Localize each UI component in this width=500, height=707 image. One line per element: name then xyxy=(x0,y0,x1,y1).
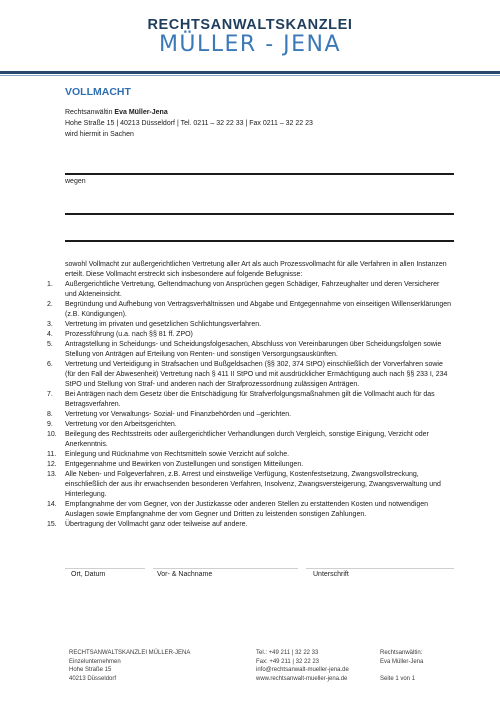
matter-fill-line-2[interactable] xyxy=(65,240,454,242)
footer-city: 40213 Düsseldorf xyxy=(69,675,117,682)
footer-company-name: RECHTSANWALTSKANZLEI MÜLLER-JENA xyxy=(69,650,191,656)
list-item-number: 7. xyxy=(47,391,53,398)
list-item-number: 2. xyxy=(47,301,53,308)
list-item-text: Übertragung der Vollmacht ganz oder teilweise auf andere. xyxy=(65,521,248,528)
signature-line-place-date[interactable] xyxy=(65,568,145,569)
list-item-number: 1. xyxy=(47,281,53,288)
list-item-text: Bei Anträgen nach dem Gesetz über die Entschädigung für Strafverfolgungsmaßnahmen gilt die Vollmacht auch für das Betragsverfahren. xyxy=(65,391,435,408)
header-rule-thin xyxy=(0,75,500,76)
list-item-number: 10. xyxy=(47,431,57,438)
address-line-1 xyxy=(65,107,168,118)
powers-list xyxy=(47,280,452,530)
address-line-3: wird hiermit in Sachen xyxy=(65,131,134,138)
footer-page-number: Seite 1 von 1 xyxy=(380,675,416,682)
list-item xyxy=(47,410,452,420)
list-item-text: Entgegennahme und Bewirken von Zustellungen und sonstigen Mitteilungen. xyxy=(65,461,304,468)
lawyer-name: Eva Müller-Jena xyxy=(114,109,168,116)
footer-fax: Fax: +49 211 | 32 22 23 xyxy=(256,658,319,665)
list-item-number: 5. xyxy=(47,341,53,348)
wegen-label: wegen xyxy=(65,178,86,185)
list-item-number: 15. xyxy=(47,521,57,528)
list-item-text: Beilegung des Rechtsstreits oder außergerichtlicher Verhandlungen durch Vergleich, sonstige Einigung, Verzicht oder Anerkenntnis. xyxy=(65,431,429,448)
list-item-text: Vertretung vor Verwaltungs- Sozial- und Finanzbehörden und –gerichten. xyxy=(65,411,292,418)
label-signature: Unterschrift xyxy=(313,571,349,578)
signature-line-sign[interactable] xyxy=(306,568,454,569)
footer-website[interactable]: www.rechtsanwalt-mueller-jena.de xyxy=(256,675,348,682)
list-item-number: 8. xyxy=(47,411,53,418)
footer-street: Hohe Straße 15 xyxy=(69,667,112,674)
list-item xyxy=(47,420,452,430)
footer-lawyer-name: Eva Müller-Jena xyxy=(380,658,424,665)
list-item xyxy=(47,450,452,460)
letterhead xyxy=(0,0,500,72)
list-item-number: 3. xyxy=(47,321,53,328)
list-item-text: Prozessführung (u.a. nach §§ 81 ff. ZPO) xyxy=(65,331,193,338)
footer-spacer xyxy=(380,666,423,675)
intro-paragraph: sowohl Vollmacht zur außergerichtlichen Vertretung aller Art als auch Prozessvollmacht für alle Verfahren in allen Instanzen erteilt. Diese Vollmacht erstreckt sich insbesondere auf folgende Befugnisse: xyxy=(65,261,447,278)
footer-company-type: Einzelunternehmen xyxy=(69,658,121,665)
list-item-number: 11. xyxy=(47,451,57,458)
list-item xyxy=(47,300,452,320)
firm-name-bottom: MÜLLER - JENA xyxy=(158,32,342,57)
list-item-text: Außergerichtliche Vertretung, Geltendmachung von Ansprüchen gegen Schädiger, Fahrzeughalter und deren Versicherer und Akteneinsicht. xyxy=(65,281,440,298)
list-item-text: Alle Neben- und Folgeverfahren, z.B. Arrest und einstweilige Verfügung, Kostenfestsetzung, Zwangsvollstreckung, einschließlich der aus ihr erwachsenden besonderen Verfahren, Insolvenz, Zwangsversteigerung, Zwangsverwaltung und Hinterlegung. xyxy=(65,471,441,498)
client-fill-line[interactable] xyxy=(65,173,454,175)
list-item xyxy=(47,390,452,410)
footer-email[interactable]: info@rechtsanwalt-mueller-jena.de xyxy=(256,667,349,674)
list-item-text: Vertretung im privaten und gesetzlichen Schlichtungsverfahren. xyxy=(65,321,262,328)
list-item-number: 12. xyxy=(47,461,57,468)
list-item xyxy=(47,340,452,360)
list-item xyxy=(47,320,452,330)
list-item-text: Empfangnahme der vom Gegner, von der Justizkasse oder anderen Stellen zu erstattenden Kosten und notwendigen Auslagen sowie Empfangnahme der vom Gegner und Dritten zu leistenden sonstigen Zahlungen. xyxy=(65,501,429,518)
firm-name-top: RECHTSANWALTSKANZLEI xyxy=(147,17,353,33)
header-rule xyxy=(0,71,500,74)
list-item xyxy=(47,360,452,390)
footer-phone: Tel.: +49 211 | 32 22 33 xyxy=(256,650,319,656)
list-item xyxy=(47,430,452,450)
list-item-number: 13. xyxy=(47,471,57,478)
signature-line-name[interactable] xyxy=(153,568,298,569)
list-item-text: Vertretung und Verteidigung in Strafsachen und Bußgeldsachen (§§ 302, 374 StPO) einschließlich der Vorverfahren sowie (für den Fall der Abwesenheit) Vertretung nach § 411 II StPO und mit ausdrücklicher Ermächtigung auch nach §§ 233 I, 234 StPO und Stellung von Straf- und anderen nach der Strafprozessordnung zulässigen Anträgen. xyxy=(65,361,448,388)
list-item-text: Einlegung und Rücknahme von Rechtsmitteln sowie Verzicht auf solche. xyxy=(65,451,290,458)
list-item-text: Antragstellung in Scheidungs- und Scheidungsfolgesachen, Abschluss von Vereinbarungen über Scheidungsfolgen sowie Stellung von Anträgen auf Erteilung von Renten- und sonstigen Versorgungsauskünften. xyxy=(65,341,442,358)
list-item-text: Begründung und Aufhebung von Vertragsverhältnissen und Abgabe und Entgegennahme von einseitigen Willenserklärungen (z.B. Kündigungen). xyxy=(65,301,452,318)
list-item xyxy=(47,330,452,340)
lawyer-prefix: Rechtsanwältin xyxy=(65,109,115,116)
list-item xyxy=(47,500,452,520)
list-item xyxy=(47,460,452,470)
matter-fill-line-1[interactable] xyxy=(65,213,454,215)
list-item xyxy=(47,470,452,500)
label-place-date: Ort, Datum xyxy=(71,571,106,578)
list-item xyxy=(47,280,452,300)
list-item-number: 9. xyxy=(47,421,53,428)
list-item-number: 6. xyxy=(47,361,53,368)
footer-lawyer-label: Rechtsanwältin: xyxy=(380,650,423,656)
footer-company xyxy=(69,649,190,683)
document-title: VOLLMACHT xyxy=(65,86,131,98)
list-item-number: 14. xyxy=(47,501,57,508)
footer-lawyer xyxy=(380,649,423,683)
list-item-number: 4. xyxy=(47,331,53,338)
label-name: Vor- & Nachname xyxy=(157,571,213,578)
address-line-2: Hohe Straße 15 | 40213 Düsseldorf | Tel. 0211 – 32 22 33 | Fax 0211 – 32 22 23 xyxy=(65,120,313,127)
footer-contact xyxy=(256,649,349,683)
list-item-text: Vertretung vor den Arbeitsgerichten. xyxy=(65,421,177,428)
list-item xyxy=(47,520,452,530)
